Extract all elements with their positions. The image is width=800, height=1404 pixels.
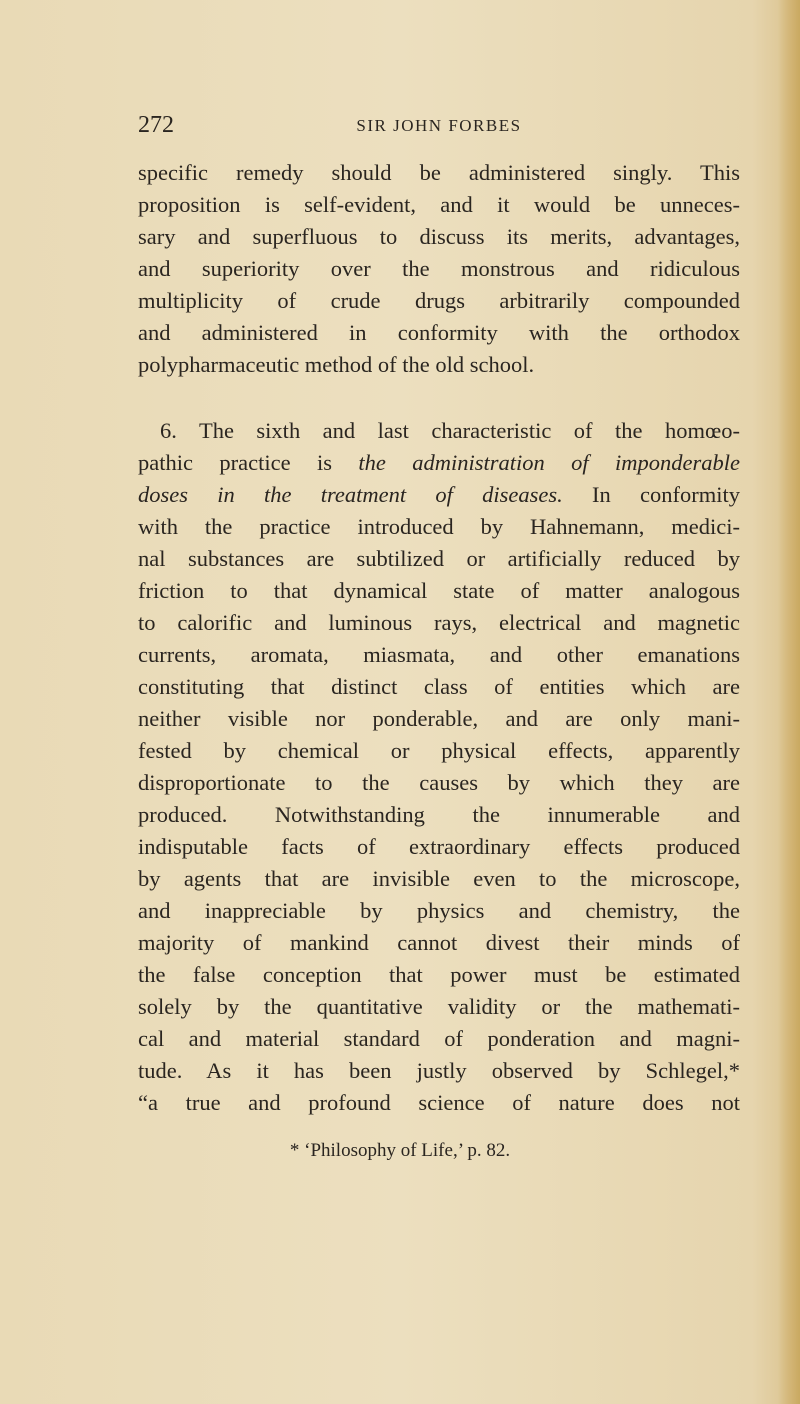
italic-emphasis: doses in the treatment of diseases.: [138, 482, 563, 507]
text-line: polypharmaceutic method of the old school.: [138, 352, 535, 377]
text-line: fested by chemical or physical effects, apparently: [138, 738, 740, 763]
page-number: 272: [138, 112, 174, 138]
page-edge: [778, 0, 800, 1404]
text-line: 6. The sixth and last characteristic of the homœo-: [160, 418, 740, 443]
text-line: sary and superfluous to discuss its merits, advantages,: [138, 224, 740, 249]
text-line: by agents that are invisible even to the microscope,: [138, 866, 740, 891]
text-line: and superiority over the monstrous and ridiculous: [138, 256, 740, 281]
text-line: cal and material standard of ponderation and magni-: [138, 1026, 740, 1051]
text-line: solely by the quantitative validity or the mathemati-: [138, 994, 740, 1019]
text-line: multiplicity of crude drugs arbitrarily compounded: [138, 288, 740, 313]
text-line: neither visible nor ponderable, and are only mani-: [138, 706, 740, 731]
text-line: specific remedy should be administered singly. This: [138, 160, 740, 185]
text-line: currents, aromata, miasmata, and other emanations: [138, 642, 740, 667]
text-line: pathic practice is the administration of imponderable: [138, 450, 740, 475]
running-head: SIR JOHN FORBES: [356, 116, 522, 135]
page-header: [138, 112, 740, 142]
italic-emphasis: the administration of imponderable: [358, 450, 740, 475]
text-line: tude. As it has been justly observed by Schlegel,*: [138, 1058, 740, 1083]
footnote: * ‘Philosophy of Life,’ p. 82.: [289, 1140, 511, 1161]
text-line: with the practice introduced by Hahnemann, medici-: [138, 514, 740, 539]
text-line: constituting that distinct class of entities which are: [138, 674, 740, 699]
text-line: the false conception that power must be estimated: [138, 962, 740, 987]
text-line: majority of mankind cannot divest their minds of: [138, 930, 740, 955]
text-line: disproportionate to the causes by which they are: [138, 770, 740, 795]
text-line: proposition is self-evident, and it would be unneces-: [138, 192, 740, 217]
text-line: doses in the treatment of diseases. In conformity: [138, 482, 740, 507]
text-line: nal substances are subtilized or artificially reduced by: [138, 546, 740, 571]
text-line: and administered in conformity with the orthodox: [138, 320, 740, 345]
text-line: to calorific and luminous rays, electrical and magnetic: [138, 610, 740, 635]
text-line: “a true and profound science of nature does not: [138, 1090, 740, 1115]
text-line: friction to that dynamical state of matter analogous: [138, 578, 740, 603]
text-line: and inappreciable by physics and chemistry, the: [138, 898, 740, 923]
text-line: indisputable facts of extraordinary effects produced: [138, 834, 740, 859]
text-line: produced. Notwithstanding the innumerable and: [138, 802, 740, 827]
